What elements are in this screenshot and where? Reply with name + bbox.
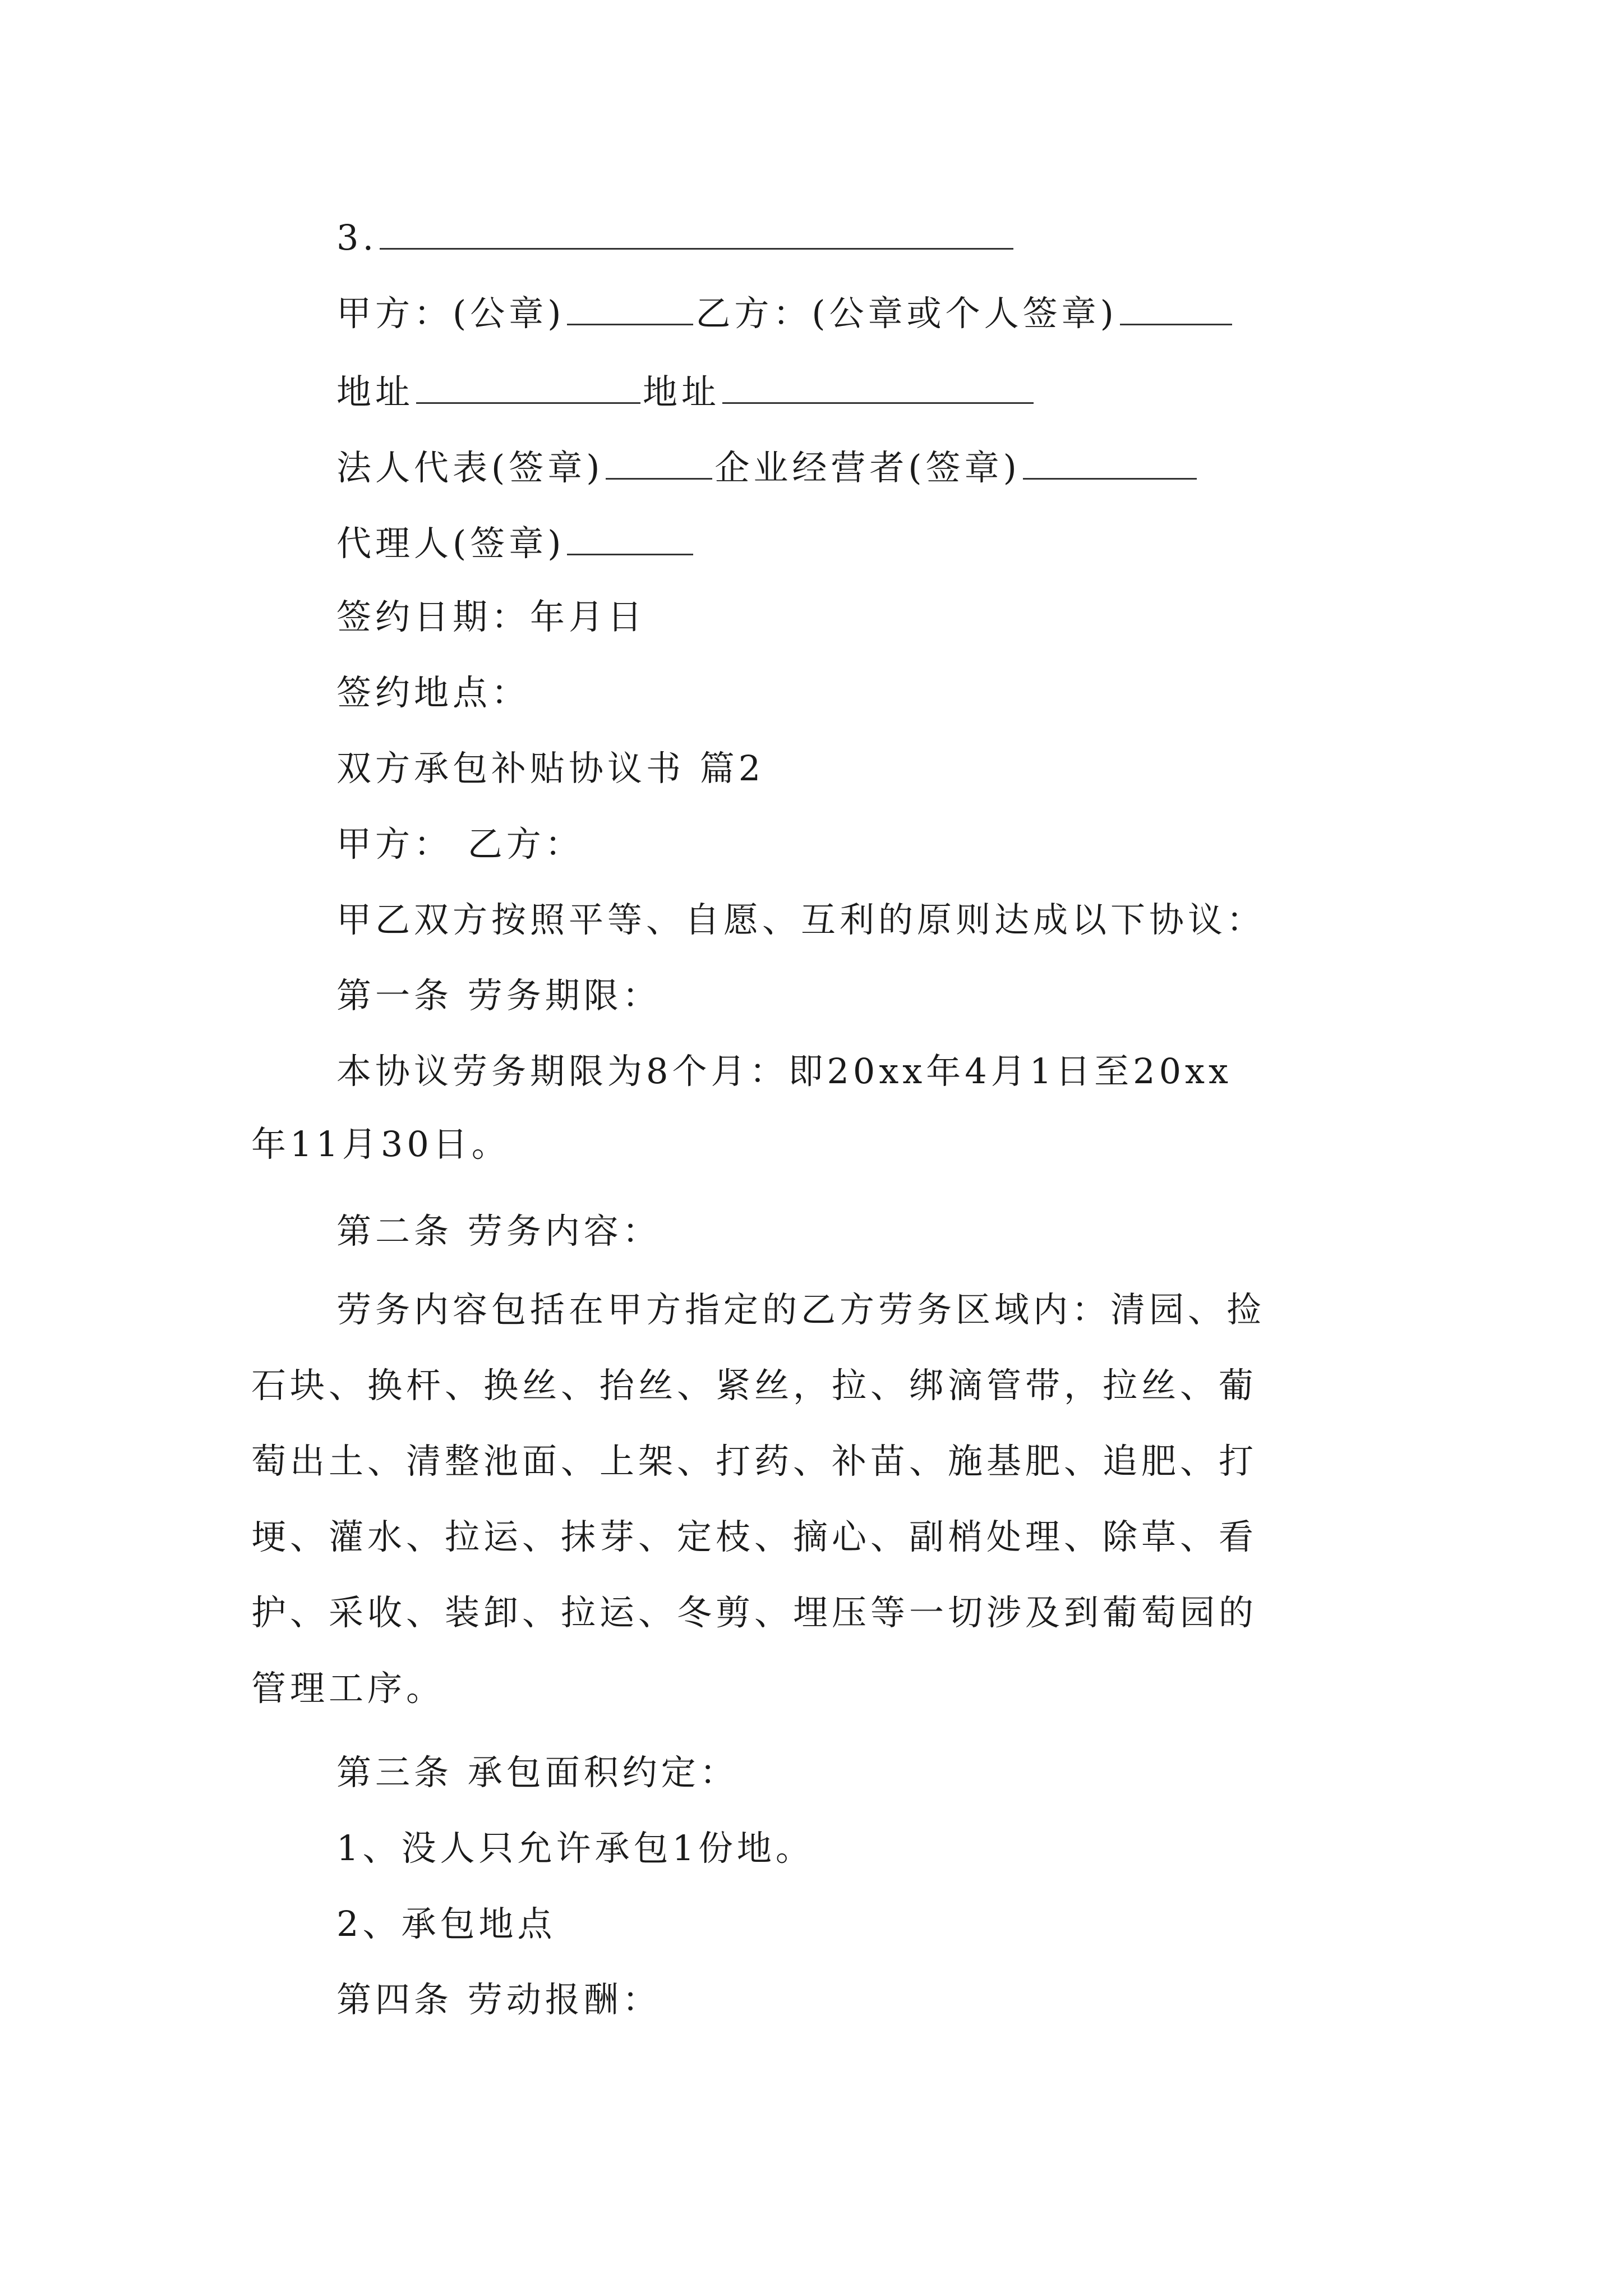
party-a-blank (567, 289, 693, 325)
article-2-body-line: 护、采收、装卸、拉运、冬剪、埋压等一切涉及到葡萄园的 (251, 1592, 1258, 1633)
article-2-body-line: 埂、灌水、拉运、抹芽、定枝、摘心、副梢处理、除草、看 (251, 1516, 1258, 1557)
sign-date: 签约日期：年月日 (336, 596, 647, 637)
address-a-label: 地址 (336, 371, 414, 412)
agent-label: 代理人(签章) (336, 523, 565, 564)
agent-line (336, 519, 695, 564)
party-a-label: 甲方：(公章) (336, 293, 565, 334)
article-1-body-line-1: 本协议劳务期限为8个月：即20xx年4月1日至20xx (336, 1051, 1232, 1092)
article-1-body-line-2: 年11月30日。 (251, 1124, 510, 1165)
address-a-blank (416, 367, 640, 404)
party-b-blank (1120, 289, 1232, 325)
article-2-body-line: 劳务内容包括在甲方指定的乙方劳务区域内：清园、捡 (336, 1289, 1266, 1330)
legal-rep-blank (606, 443, 712, 480)
article-2-body-line: 管理工序。 (251, 1668, 445, 1709)
preamble: 甲乙双方按照平等、自愿、互利的原则达成以下协议： (336, 899, 1266, 940)
legal-rep-label: 法人代表(签章) (336, 447, 604, 488)
article-3-item-2: 2、承包地点 (336, 1903, 556, 1944)
address-line (336, 367, 1036, 412)
operator-blank (1023, 443, 1197, 480)
article-3-title: 第三条 承包面积约定： (336, 1752, 739, 1793)
sign-place: 签约地点： (336, 672, 531, 713)
legal-rep-line (336, 443, 1199, 488)
article-2-body-line: 石块、换杆、换丝、抬丝、紧丝，拉、绑滴管带，拉丝、葡 (251, 1365, 1258, 1406)
section-title: 双方承包补贴协议书 篇2 (336, 748, 765, 789)
item-3-blank (380, 213, 1013, 250)
party-line (336, 289, 1234, 334)
agent-blank (567, 519, 693, 555)
article-2-body-line: 萄出土、清整池面、上架、打药、补苗、施基肥、追肥、打 (251, 1441, 1258, 1481)
article-2-title: 第二条 劳务内容： (336, 1211, 661, 1251)
article-1-title: 第一条 劳务期限： (336, 975, 661, 1016)
item-3-label: 3. (336, 217, 378, 258)
address-b-blank (722, 367, 1034, 404)
parties: 甲方： 乙方： (336, 823, 584, 864)
operator-label: 企业经营者(签章) (714, 447, 1021, 488)
article-4-title: 第四条 劳动报酬： (336, 1979, 661, 2020)
party-b-label: 乙方：(公章或个人签章) (695, 293, 1118, 334)
item-3-line (336, 213, 1016, 258)
article-3-item-1: 1、没人只允许承包1份地。 (336, 1828, 814, 1869)
address-b-label: 地址 (643, 371, 721, 412)
